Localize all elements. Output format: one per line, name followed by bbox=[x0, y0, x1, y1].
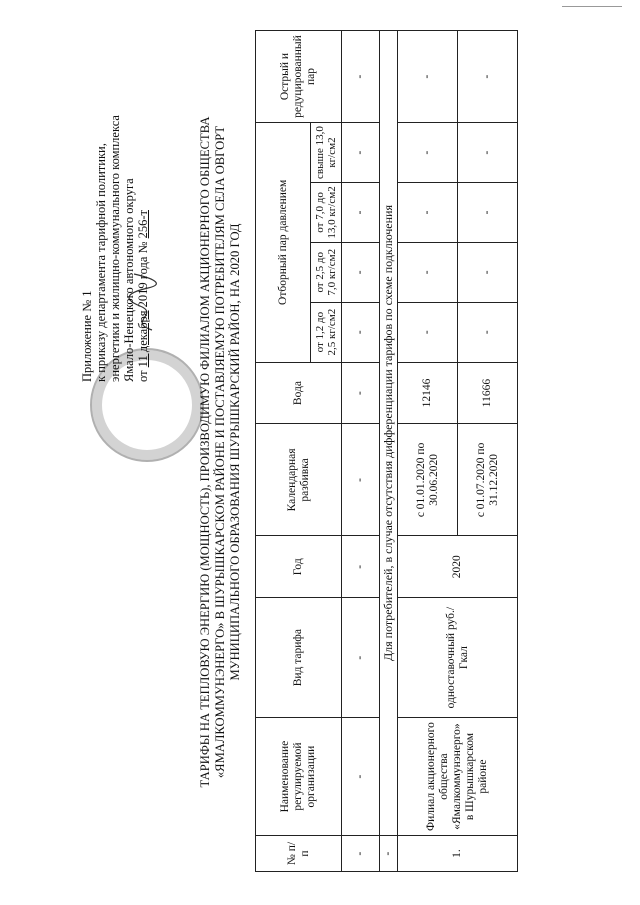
row1-tariff-type: одноставочный руб./Гкал bbox=[398, 598, 518, 718]
scan-edge-line bbox=[562, 6, 622, 7]
header-year: Год bbox=[256, 536, 342, 598]
title-line-1: ТАРИФЫ НА ТЕПЛОВУЮ ЭНЕРГИЮ (МОЩНОСТЬ), ПРОИЗВОДИМУЮ ФИЛИАЛОМ АКЦИОНЕРНОГО ОБЩЕСТВА bbox=[198, 116, 212, 788]
table-cell: - bbox=[342, 123, 380, 183]
table-cell: - bbox=[398, 302, 458, 362]
header-tariff-type: Вид тарифа bbox=[256, 598, 342, 718]
header-calendar: Календарная разбивка bbox=[256, 424, 342, 536]
table-row bbox=[342, 31, 380, 872]
table-cell: - bbox=[342, 362, 380, 424]
table-cell: - bbox=[398, 242, 458, 302]
row1-period-1: с 01.01.2020 по 30.06.2020 bbox=[398, 424, 458, 536]
annex-line-department: энергетики и жилищно-коммунального комплекса bbox=[108, 115, 122, 382]
table-cell: - bbox=[398, 31, 458, 123]
row1-num: 1. bbox=[398, 836, 518, 872]
row1-water-1: 12146 bbox=[398, 362, 458, 424]
table-cell: - bbox=[342, 242, 380, 302]
table-header-row bbox=[256, 31, 311, 872]
table-cell: - bbox=[458, 123, 518, 183]
header-num: № п/п bbox=[256, 836, 342, 872]
table-cell: - bbox=[342, 598, 380, 718]
title-line-2: «ЯМАЛКОММУНЭНЕРГО» В ШУРЫШКАРСКОМ РАЙОНЕ И ПОСТАВЛЯЕМУЮ ПОТРЕБИТЕЛЯМ СЕЛА ОВГОРТ bbox=[213, 125, 227, 779]
table-cell: - bbox=[458, 242, 518, 302]
table-cell: - bbox=[342, 718, 380, 836]
annex-line-order: к приказу департамента тарифной политики, bbox=[94, 143, 108, 382]
table-row bbox=[398, 31, 458, 872]
row1-org: Филиал акционерного общества «Ямалкоммунэнерго» в Шурышкарском районе bbox=[398, 718, 518, 836]
row1-water-2: 11666 bbox=[458, 362, 518, 424]
annex-title: Приложение № 1 bbox=[80, 290, 94, 382]
tariff-table bbox=[255, 30, 518, 872]
row1-year: 2020 bbox=[398, 536, 518, 598]
table-cell: - bbox=[458, 31, 518, 123]
annex-line-date bbox=[136, 52, 150, 382]
table-cell: - bbox=[342, 182, 380, 242]
table-cell: - bbox=[342, 302, 380, 362]
annex-order-number: 256-т bbox=[136, 210, 150, 239]
rotated-document-page bbox=[10, 12, 630, 892]
title-line-3: МУНИЦИПАЛЬНОГО ОБРАЗОВАНИЯ ШУРЫШКАРСКИЙ РАЙОН, НА 2020 ГОД bbox=[228, 223, 242, 681]
table-cell: - bbox=[342, 31, 380, 123]
table-cell: - bbox=[342, 424, 380, 536]
header-steam-2: от 2,5 до 7,0 кг/см2 bbox=[311, 242, 342, 302]
header-steam-group: Отборный пар давлением bbox=[256, 123, 311, 363]
header-steam-3: от 7,0 до 13,0 кг/см2 bbox=[311, 182, 342, 242]
table-cell: - bbox=[458, 182, 518, 242]
table-cell: - bbox=[398, 182, 458, 242]
header-steam-4: свыше 13,0 кг/см2 bbox=[311, 123, 342, 183]
table-cell: - bbox=[342, 536, 380, 598]
header-steam-1: от 1,2 до 2,5 кг/см2 bbox=[311, 302, 342, 362]
annex-header bbox=[80, 52, 150, 382]
section-note: Для потребителей, в случае отсутствия дифференциации тарифов по схеме подключения bbox=[380, 31, 398, 836]
annex-date-value: 11 декабря bbox=[136, 310, 150, 368]
table-cell: - bbox=[398, 123, 458, 183]
header-sharp-steam: Острый и редуцированный пар bbox=[256, 31, 342, 123]
annex-date-mid: 2019 года № bbox=[136, 241, 150, 308]
table-cell: - bbox=[458, 302, 518, 362]
row1-period-2: с 01.07.2020 по 31.12.2020 bbox=[458, 424, 518, 536]
section-num: - bbox=[380, 836, 398, 872]
section-note-row bbox=[380, 31, 398, 872]
header-org: Наименование регулируемой организации bbox=[256, 718, 342, 836]
annex-date-prefix: от bbox=[136, 370, 150, 382]
annex-line-region: Ямало-Ненецкого автономного округа bbox=[122, 178, 136, 382]
header-water: Вода bbox=[256, 362, 342, 424]
table-cell: - bbox=[342, 836, 380, 872]
document-title bbox=[198, 32, 243, 872]
